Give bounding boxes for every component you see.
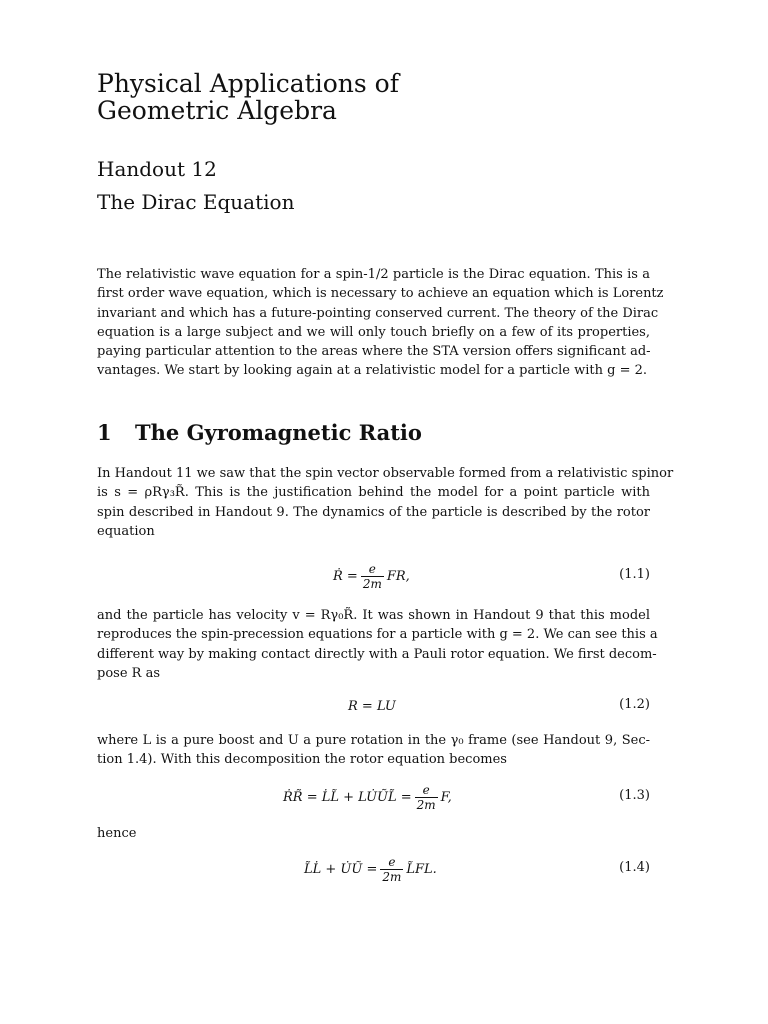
equation-number: (1.3): [619, 788, 650, 803]
document-title: [97, 70, 399, 124]
paragraph-line: is s = ρRγ₃R̃. This is the justification behind the model for a point particle with: [97, 485, 650, 501]
body-paragraph-1: [97, 464, 674, 541]
equation-body: [283, 777, 452, 817]
title-line-2: Geometric Algebra: [97, 96, 337, 125]
equation-number: (1.2): [619, 697, 650, 712]
handout-number: Handout 12: [97, 157, 217, 181]
section-heading: [97, 420, 422, 445]
intro-paragraph: [97, 265, 664, 381]
equation-lhs: L̃L̇ + U̇Ũ =: [304, 861, 378, 877]
paragraph-line: hence: [97, 826, 137, 841]
fraction-numerator: e: [388, 854, 396, 869]
equation-fraction: [361, 562, 384, 591]
body-paragraph-3: [97, 731, 650, 770]
paragraph-line: In Handout 11 we saw that the spin vector observable formed from a relativistic spinor: [97, 466, 674, 481]
equation-1-4: [97, 849, 650, 889]
equation-fraction: [415, 783, 438, 812]
equation-fraction: [380, 855, 403, 884]
equation-1-2: [97, 686, 650, 726]
paragraph-line: tion 1.4). With this decomposition the rotor equation becomes: [97, 752, 507, 768]
equation-body: [304, 849, 437, 889]
title-line-1: Physical Applications of: [97, 69, 399, 98]
paragraph-line: reproduces the spin-precession equations for a particle with g = 2. We can see this a: [97, 627, 658, 643]
section-number: 1: [97, 420, 112, 445]
equation-rhs: L̃FL.: [406, 861, 437, 877]
handout-subject: The Dirac Equation: [97, 190, 295, 214]
paragraph-line: pose R as: [97, 665, 160, 681]
paragraph-line: equation: [97, 523, 155, 539]
fraction-denominator: 2m: [416, 797, 436, 812]
paragraph-line: different way by making contact directly with a Pauli rotor equation. We first decom-: [97, 646, 657, 662]
section-title: The Gyromagnetic Ratio: [135, 420, 422, 445]
equation-1-1: [97, 556, 650, 596]
intro-line: first order wave equation, which is necessary to achieve an equation which is Lorentz: [97, 286, 664, 302]
equation-body: R = LU: [348, 698, 396, 714]
intro-line: The relativistic wave equation for a spin-1/2 particle is the Dirac equation. This is a: [97, 267, 650, 282]
paragraph-line: and the particle has velocity v = Rγ₀R̃. It was shown in Handout 9 that this model: [97, 608, 650, 623]
intro-line: invariant and which has a future-pointing conserved current. The theory of the Dirac: [97, 305, 659, 321]
equation-number: (1.4): [619, 860, 650, 875]
fraction-numerator: e: [422, 782, 430, 797]
equation-number: (1.1): [619, 567, 650, 582]
paragraph-line: spin described in Handout 9. The dynamics of the particle is described by the rotor: [97, 504, 650, 520]
intro-line: paying particular attention to the areas where the STA version offers significant ad-: [97, 344, 651, 360]
fraction-denominator: 2m: [362, 576, 382, 591]
equation-lhs: Ṙ =: [333, 568, 358, 584]
intro-line: vantages. We start by looking again at a relativistic model for a particle with g = 2.: [97, 363, 648, 379]
equation-rhs: F,: [440, 789, 452, 805]
intro-line: equation is a large subject and we will only touch briefly on a few of its properties,: [97, 324, 650, 340]
equation-lhs: ṘR̃ = L̇L̃ + LU̇ŨL̃ =: [283, 789, 412, 805]
paragraph-line: where L is a pure boost and U a pure rotation in the γ₀ frame (see Handout 9, Sec-: [97, 733, 650, 748]
equation-1-3: [97, 777, 650, 817]
equation-rhs: FR,: [386, 568, 410, 584]
equation-body: [333, 556, 410, 596]
fraction-numerator: e: [368, 561, 376, 576]
body-paragraph-2: [97, 606, 658, 683]
fraction-denominator: 2m: [382, 869, 402, 884]
body-paragraph-4: [97, 824, 650, 843]
